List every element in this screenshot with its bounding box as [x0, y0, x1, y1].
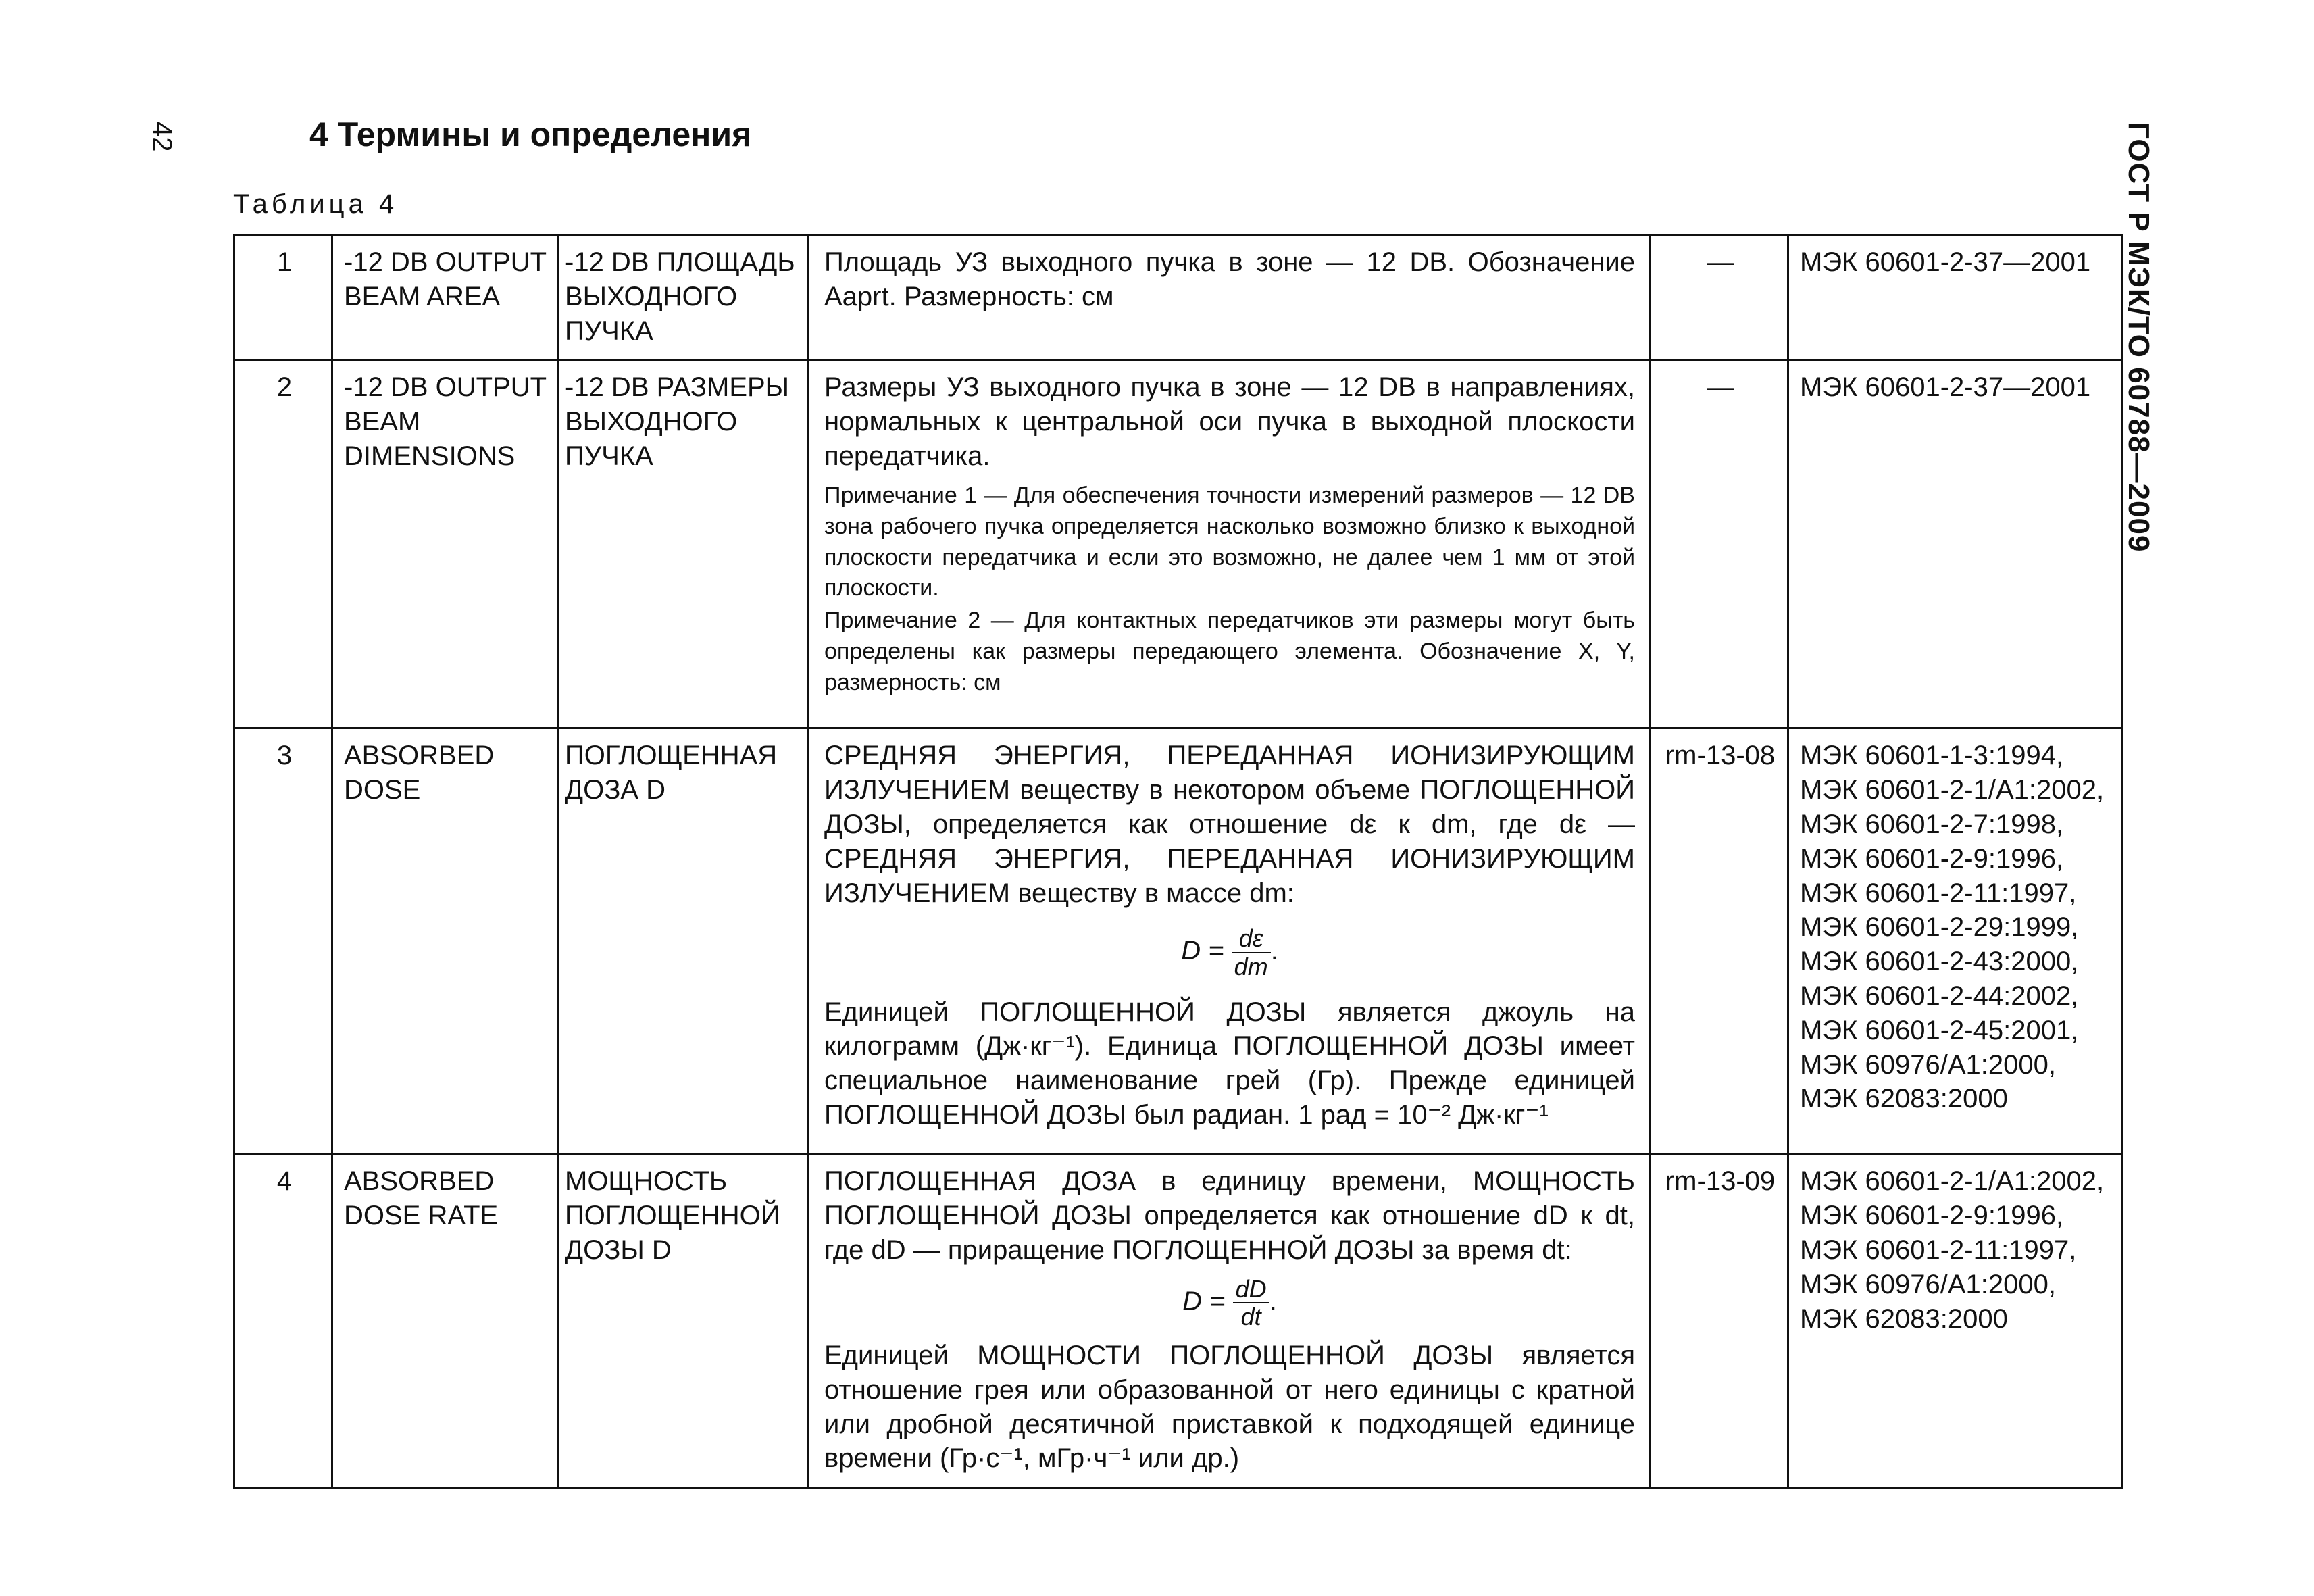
page-number: 42 [147, 122, 177, 152]
term-definition [809, 1154, 1650, 1489]
term-english: ABSORBED DOSE RATE [332, 1154, 559, 1489]
term-english: -12 DB OUTPUT BEAM AREA [332, 235, 559, 360]
term-russian: -12 DB РАЗМЕРЫ ВЫХОДНОГО ПУЧКА [559, 360, 809, 728]
formula-numerator: dD [1233, 1276, 1269, 1304]
table-row [234, 728, 2123, 1154]
term-russian: ПОГЛОЩЕННАЯ ДОЗА D [559, 728, 809, 1154]
table-row [234, 1154, 2123, 1489]
table-caption: Таблица 4 [233, 189, 399, 219]
formula-tail: . [1270, 936, 1278, 966]
term-russian: -12 DB ПЛОЩАДЬ ВЫХОДНОГО ПУЧКА [559, 235, 809, 360]
formula [824, 1276, 1635, 1330]
term-references: МЭК 60601-2-1/А1:2002, МЭК 60601-2-9:1996, МЭК 60601-2-11:1997, МЭК 60976/А1:2000, МЭК 62083:2000 [1788, 1154, 2123, 1489]
term-code: rm-13-09 [1650, 1154, 1788, 1489]
term-references: МЭК 60601-2-37—2001 [1788, 235, 2123, 360]
table-row [234, 360, 2123, 728]
definition-paragraph: Единицей МОЩНОСТИ ПОГЛОЩЕННОЙ ДОЗЫ является отношение грея или образованной от него единицы с кратной или дробной десятичной приставкой к подходящей единице времени (Гр·с⁻¹, мГр·ч⁻¹ или др.) [824, 1340, 1635, 1474]
term-english: ABSORBED DOSE [332, 728, 559, 1154]
terms-table [233, 234, 2123, 1489]
row-number: 4 [234, 1154, 332, 1489]
term-references: МЭК 60601-2-37—2001 [1788, 360, 2123, 728]
formula-fraction [1232, 925, 1271, 980]
formula-fraction [1233, 1276, 1269, 1330]
formula-tail: . [1269, 1286, 1277, 1316]
term-code: rm-13-08 [1650, 728, 1788, 1154]
row-number: 3 [234, 728, 332, 1154]
note-2: Примечание 2 — Для контактных передатчиков эти размеры могут быть определены как размеры передающего элемента. Обозначение X, Y, размерность: см [824, 607, 1635, 696]
term-definition [809, 360, 1650, 728]
formula-lhs: D = [1181, 936, 1224, 966]
formula-numerator: dε [1232, 925, 1271, 953]
term-code: — [1650, 360, 1788, 728]
term-definition [809, 728, 1650, 1154]
definition-paragraph: Размеры УЗ выходного пучка в зоне — 12 DB в направлениях, нормальных к центральной оси пучка в выходной плоскости передатчика. [824, 372, 1635, 471]
formula-lhs: D = [1182, 1286, 1226, 1316]
row-number: 1 [234, 235, 332, 360]
definition-paragraph: СРЕДНЯЯ ЭНЕРГИЯ, ПЕРЕДАННАЯ ИОНИЗИРУЮЩИМ ИЗЛУЧЕНИЕМ веществу в некотором объеме ПОГЛОЩЕННОЙ ДОЗЫ, определяется как отношение dε к dm, где dε — СРЕДНЯЯ ЭНЕРГИЯ, ПЕРЕДАННАЯ ИОНИЗИРУЮЩИМ ИЗЛУЧЕНИЕМ веществу в массе dm: [824, 741, 1635, 908]
document-designation: ГОСТ Р МЭК/ТО 60788—2009 [2122, 122, 2155, 553]
term-english: -12 DB OUTPUT BEAM DIMENSIONS [332, 360, 559, 728]
formula-denominator: dm [1234, 952, 1268, 980]
definition-paragraph: Площадь УЗ выходного пучка в зоне — 12 DB. Обозначение Aaprt. Размерность: см [824, 247, 1635, 311]
term-definition [809, 235, 1650, 360]
definition-paragraph: Единицей ПОГЛОЩЕННОЙ ДОЗЫ является джоуль на килограмм (Дж·кг⁻¹). Единица ПОГЛОЩЕННОЙ ДОЗЫ имеет специальное наименование грей (Гр). Прежде единицей ПОГЛОЩЕННОЙ ДОЗЫ был радиан. 1 рад = 10⁻² Дж·кг⁻¹ [824, 997, 1635, 1130]
note-1: Примечание 1 — Для обеспечения точности измерений размеров — 12 DB зона рабочего пучка определяется насколько возможно близко к выходной плоскости передатчика и если это возможно, не далее чем 1 мм от этой плоскости. [824, 482, 1635, 601]
row-number: 2 [234, 360, 332, 728]
table-row [234, 235, 2123, 360]
definition-paragraph: ПОГЛОЩЕННАЯ ДОЗА в единицу времени, МОЩНОСТЬ ПОГЛОЩЕННОЙ ДОЗЫ определяется как отношение dD к dt, где dD — приращение ПОГЛОЩЕННОЙ ДОЗЫ за время dt: [824, 1166, 1635, 1265]
section-title: 4 Термины и определения [309, 116, 752, 153]
term-russian: МОЩНОСТЬ ПОГЛОЩЕННОЙ ДОЗЫ D [559, 1154, 809, 1489]
formula [824, 925, 1635, 980]
term-references: МЭК 60601-1-3:1994, МЭК 60601-2-1/А1:2002, МЭК 60601-2-7:1998, МЭК 60601-2-9:1996, МЭК 60601-2-11:1997, МЭК 60601-2-29:1999, МЭК 60601-2-43:2000, МЭК 60601-2-44:2002, МЭК 60601-2-45:2001, МЭК 60976/А1:2000, МЭК 62083:2000 [1788, 728, 2123, 1154]
term-code: — [1650, 235, 1788, 360]
formula-denominator: dt [1240, 1303, 1261, 1331]
